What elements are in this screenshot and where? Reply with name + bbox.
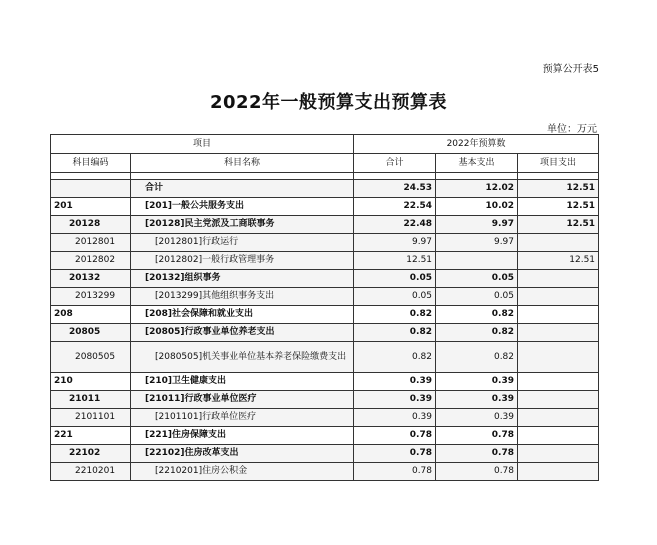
- row-basic: 0.78: [436, 463, 518, 481]
- row-total: 9.97: [354, 234, 436, 252]
- table-row: [51, 198, 599, 216]
- row-code: 208: [51, 306, 131, 324]
- row-code: 221: [51, 427, 131, 445]
- row-project: [518, 463, 599, 481]
- table-row: [51, 180, 599, 198]
- table-row: [51, 463, 599, 481]
- row-name: [2080505]机关事业单位基本养老保险缴费支出: [131, 342, 354, 373]
- row-total: 0.82: [354, 306, 436, 324]
- row-name: [20128]民主党派及工商联事务: [131, 216, 354, 234]
- row-total: 0.78: [354, 427, 436, 445]
- row-basic: 9.97: [436, 234, 518, 252]
- row-name: [221]住房保障支出: [131, 427, 354, 445]
- row-total: 0.78: [354, 445, 436, 463]
- row-code: 2013299: [51, 288, 131, 306]
- row-project: [518, 342, 599, 373]
- row-basic: 0.39: [436, 391, 518, 409]
- row-total: 12.51: [354, 252, 436, 270]
- row-name: [20805]行政事业单位养老支出: [131, 324, 354, 342]
- row-total: 0.39: [354, 373, 436, 391]
- row-code: 2012802: [51, 252, 131, 270]
- table-row: [51, 270, 599, 288]
- budget-table: [50, 134, 599, 481]
- row-basic: 0.78: [436, 427, 518, 445]
- row-project: [518, 288, 599, 306]
- table-row: [51, 391, 599, 409]
- table-row: [51, 216, 599, 234]
- row-project: 12.51: [518, 180, 599, 198]
- row-name: [21011]行政事业单位医疗: [131, 391, 354, 409]
- row-total: 0.39: [354, 391, 436, 409]
- row-code: 2080505: [51, 342, 131, 373]
- row-name: [210]卫生健康支出: [131, 373, 354, 391]
- row-code: 2012801: [51, 234, 131, 252]
- table-header: [51, 135, 599, 173]
- row-name: [2210201]住房公积金: [131, 463, 354, 481]
- table-row: [51, 252, 599, 270]
- row-basic: 0.82: [436, 306, 518, 324]
- header-project: 项目支出: [518, 154, 599, 173]
- form-number: 预算公开表5: [542, 64, 599, 75]
- row-code: 2210201: [51, 463, 131, 481]
- header-name: 科目名称: [131, 154, 354, 173]
- row-name: [2012801]行政运行: [131, 234, 354, 252]
- row-code: 2101101: [51, 409, 131, 427]
- table-row: [51, 373, 599, 391]
- row-basic: 0.05: [436, 270, 518, 288]
- row-name: [2013299]其他组织事务支出: [131, 288, 354, 306]
- row-code: [51, 180, 131, 198]
- row-code: 22102: [51, 445, 131, 463]
- row-basic: 9.97: [436, 216, 518, 234]
- table-row: [51, 342, 599, 373]
- header-spacer: [51, 173, 599, 180]
- row-total: 24.53: [354, 180, 436, 198]
- row-basic: 0.39: [436, 373, 518, 391]
- table-row: [51, 324, 599, 342]
- row-project: [518, 373, 599, 391]
- table-row: [51, 288, 599, 306]
- row-basic: 0.78: [436, 445, 518, 463]
- row-total: 0.82: [354, 342, 436, 373]
- row-code: 201: [51, 198, 131, 216]
- row-total: 0.82: [354, 324, 436, 342]
- row-code: 20128: [51, 216, 131, 234]
- table-row: [51, 409, 599, 427]
- table-body: [51, 173, 599, 481]
- row-basic: 10.02: [436, 198, 518, 216]
- row-project: 12.51: [518, 198, 599, 216]
- row-name: [20132]组织事务: [131, 270, 354, 288]
- row-name: [22102]住房改革支出: [131, 445, 354, 463]
- row-project: 12.51: [518, 252, 599, 270]
- row-basic: [436, 252, 518, 270]
- row-name: [201]一般公共服务支出: [131, 198, 354, 216]
- table-row: [51, 445, 599, 463]
- row-project: [518, 391, 599, 409]
- page-title: 2022年一般预算支出预算表: [209, 92, 448, 113]
- row-code: 20805: [51, 324, 131, 342]
- row-basic: 0.82: [436, 342, 518, 373]
- row-name: [2012802]一般行政管理事务: [131, 252, 354, 270]
- row-project: [518, 234, 599, 252]
- header-item: 项目: [51, 135, 354, 154]
- row-total: 0.05: [354, 270, 436, 288]
- row-basic: 0.39: [436, 409, 518, 427]
- row-project: [518, 306, 599, 324]
- row-total: 0.39: [354, 409, 436, 427]
- row-project: [518, 445, 599, 463]
- row-code: 20132: [51, 270, 131, 288]
- row-project: [518, 324, 599, 342]
- row-code: 21011: [51, 391, 131, 409]
- header-code: 科目编码: [51, 154, 131, 173]
- row-total: 22.54: [354, 198, 436, 216]
- row-name: [208]社会保障和就业支出: [131, 306, 354, 324]
- table-row: [51, 427, 599, 445]
- unit-label: 单位：万元: [547, 124, 597, 135]
- row-project: [518, 409, 599, 427]
- table-row: [51, 234, 599, 252]
- row-code: 210: [51, 373, 131, 391]
- header-basic: 基本支出: [436, 154, 518, 173]
- row-name: 合计: [131, 180, 354, 198]
- row-basic: 12.02: [436, 180, 518, 198]
- row-project: 12.51: [518, 216, 599, 234]
- row-project: [518, 427, 599, 445]
- header-budget-group: 2022年预算数: [354, 135, 599, 154]
- row-name: [2101101]行政单位医疗: [131, 409, 354, 427]
- row-basic: 0.82: [436, 324, 518, 342]
- row-total: 0.05: [354, 288, 436, 306]
- header-total: 合计: [354, 154, 436, 173]
- row-basic: 0.05: [436, 288, 518, 306]
- table-row: [51, 306, 599, 324]
- row-project: [518, 270, 599, 288]
- row-total: 0.78: [354, 463, 436, 481]
- row-total: 22.48: [354, 216, 436, 234]
